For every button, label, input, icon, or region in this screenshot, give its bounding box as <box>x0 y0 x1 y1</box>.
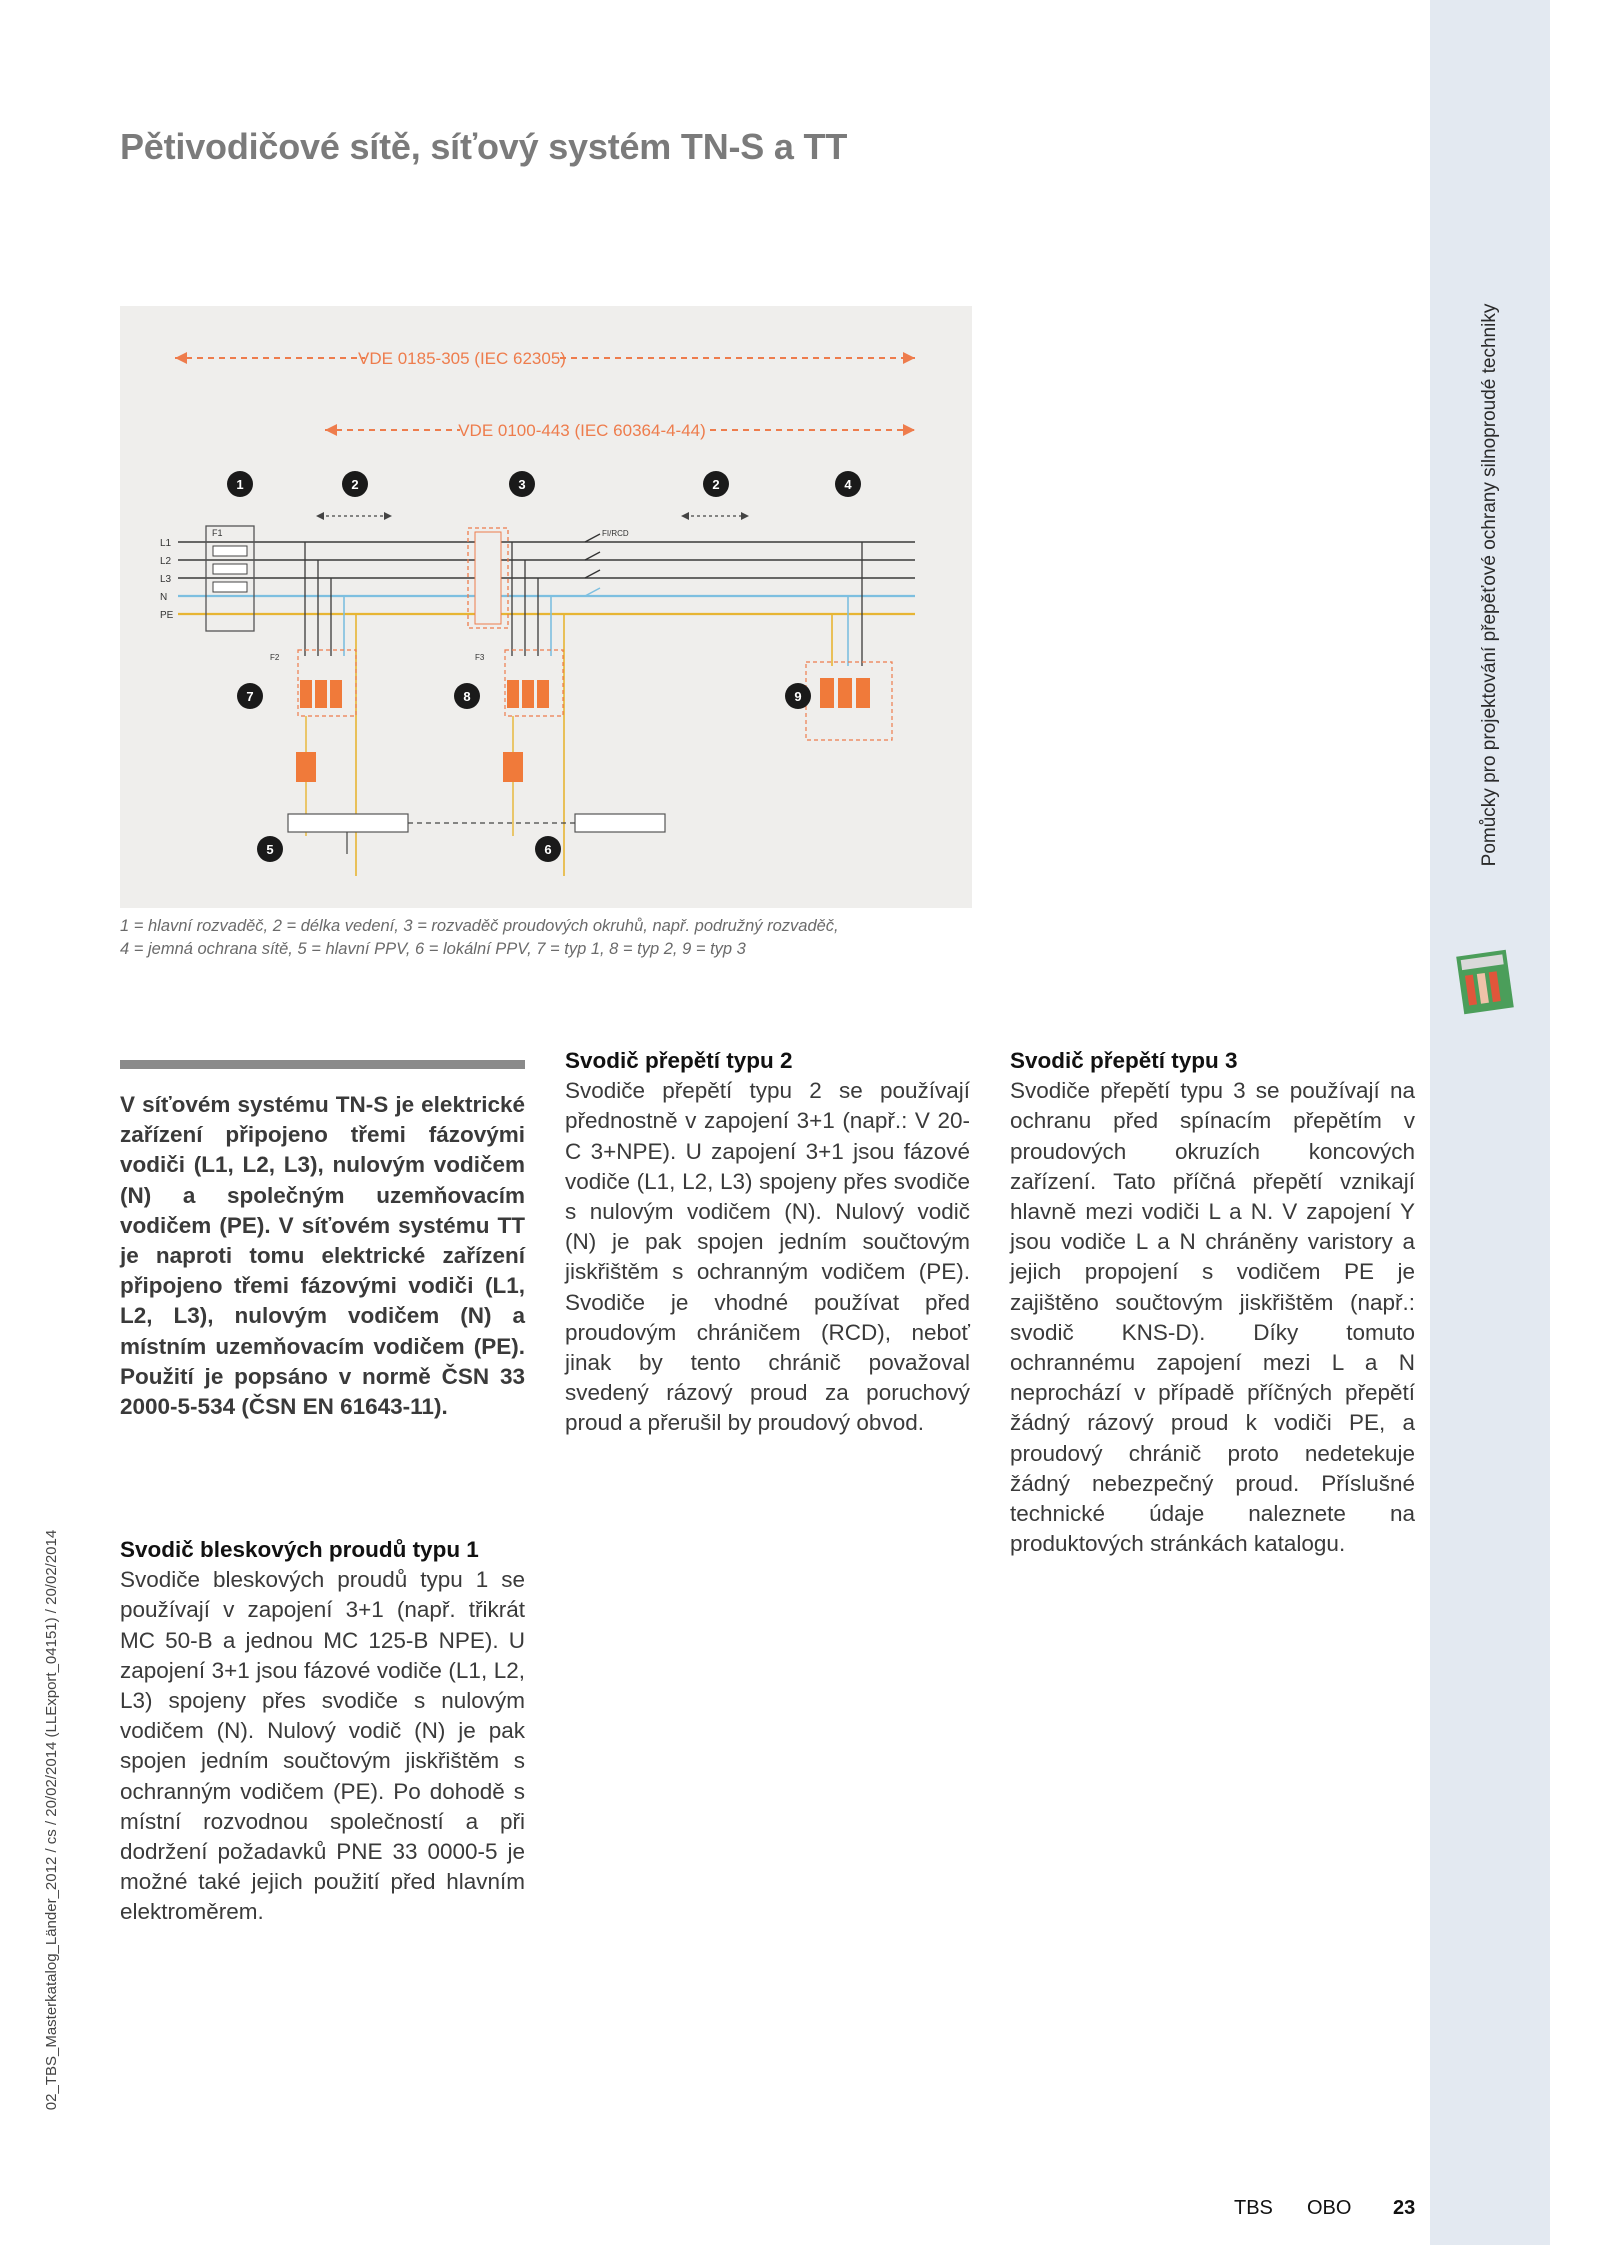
type2-heading: Svodič přepětí typu 2 <box>565 1048 793 1073</box>
svg-text:7: 7 <box>246 689 254 704</box>
local-equipotential-bar <box>575 814 665 832</box>
type2-npe-arrester <box>503 752 523 782</box>
svg-text:6: 6 <box>544 842 552 857</box>
svg-text:8: 8 <box>463 689 471 704</box>
badge-7 <box>237 683 263 709</box>
product-thumbnail-icon <box>1456 945 1514 1017</box>
type1-arrester-2 <box>315 680 327 708</box>
wiring-diagram-svg <box>120 306 972 908</box>
fuse-1 <box>213 546 247 556</box>
caption-line-1: 1 = hlavní rozvaděč, 2 = délka vedení, 3 = rozvaděč proudových okruhů, např. podružný rozvaděč, <box>120 917 839 935</box>
page-title: Pětivodičové sítě, síťový systém TN-S a TT <box>120 126 848 167</box>
range-bottom-arrow-right <box>903 424 915 436</box>
badge-9 <box>785 683 811 709</box>
badge-6 <box>535 836 561 862</box>
fuse-3 <box>213 582 247 592</box>
badge-2b <box>703 471 729 497</box>
svg-text:1: 1 <box>236 477 244 492</box>
range-top-label: VDE 0185-305 (IEC 62305) <box>358 349 566 368</box>
type3-arrester-3 <box>856 678 870 708</box>
type3-section <box>1010 1046 1415 1559</box>
fuse-2 <box>213 564 247 574</box>
footer-brand-tbs: TBS <box>1234 2197 1273 2219</box>
type2-arrester-2 <box>522 680 534 708</box>
type1-npe-arrester <box>296 752 316 782</box>
conductor-label-l3: L3 <box>160 574 172 585</box>
conductor-label-l2: L2 <box>160 556 172 567</box>
range-top-arrow-left <box>175 352 187 364</box>
type1-heading: Svodič bleskových proudů typu 1 <box>120 1537 479 1562</box>
type3-arrester-2 <box>838 678 852 708</box>
type2-section <box>565 1046 970 1439</box>
type2-arrester-3 <box>537 680 549 708</box>
type1-body: Svodiče bleskových proudů typu 1 se používají v zapojení 3+1 (např. třikrát MC 50-B a jednou MC 125-B NPE). U zapojení 3+1 jsou fázové vodiče (L1, L2, L3) spojeny přes svodiče s nulovým vodičem (N). Nulový vodič (N) je pak spojen jedním součtovým jiskřištěm s ochranným vodičem (PE). Po dohodě s místní rozvodnou společností a při dodržení požadavků PNE 33 0000-5 je možné také jejich použití před hlavním elektroměrem. <box>120 1567 525 1925</box>
conductor-label-n: N <box>160 592 168 603</box>
side-section-title: Pomůcky pro projektování přepěťové ochrany silnoproudé techniky <box>1479 303 1500 867</box>
type1-arrester-3 <box>330 680 342 708</box>
page-number: 23 <box>1393 2197 1416 2219</box>
badge-2a <box>342 471 368 497</box>
label-f2: F2 <box>270 653 280 662</box>
svg-text:4: 4 <box>844 477 852 492</box>
label-f3: F3 <box>475 653 485 662</box>
svg-text:5: 5 <box>266 842 274 857</box>
svg-text:2: 2 <box>712 477 720 492</box>
type3-arrester-1 <box>820 678 834 708</box>
section-rule <box>120 1060 525 1069</box>
conductor-label-l1: L1 <box>160 538 172 549</box>
conductor-label-pe: PE <box>160 610 174 621</box>
footer-brand-obo: OBO <box>1307 2197 1352 2219</box>
label-f1: F1 <box>212 528 223 538</box>
label-rcd: FI/RCD <box>602 529 629 538</box>
type2-arrester-1 <box>507 680 519 708</box>
wiring-diagram <box>120 306 972 908</box>
svg-text:2: 2 <box>351 477 359 492</box>
badge-3 <box>509 471 535 497</box>
range-bottom-arrow-left <box>325 424 337 436</box>
type3-heading: Svodič přepětí typu 3 <box>1010 1048 1238 1073</box>
badge-4 <box>835 471 861 497</box>
badge-8 <box>454 683 480 709</box>
svg-text:9: 9 <box>794 689 802 704</box>
badge-5 <box>257 836 283 862</box>
type2-body: Svodiče přepětí typu 2 se používají přednostně v zapojení 3+1 (např.: V 20-C 3+NPE). U zapojení 3+1 jsou fázové vodiče (L1, L2, L3) spojeny přes svodiče s nulovým vodičem (N). Nulový vodič (N) je pak spojen jedním součtovým jiskřištěm s ochranným vodičem (PE). Svodiče je vhodné používat před proudovým chráničem (RCD), neboť jinak by tento chránič považoval svedený rázový proud za poruchový proud a přerušil by proudový obvod. <box>565 1078 970 1436</box>
type1-section <box>120 1535 525 1928</box>
range-top-arrow-right <box>903 352 915 364</box>
figure-caption <box>120 915 990 961</box>
range-bottom-label: VDE 0100-443 (IEC 60364-4-44) <box>458 421 706 440</box>
caption-line-2: 4 = jemná ochrana sítě, 5 = hlavní PPV, 6 = lokální PPV, 7 = typ 1, 8 = typ 2, 9 = typ 3 <box>120 940 746 958</box>
type1-arrester-1 <box>300 680 312 708</box>
main-equipotential-bar <box>288 814 408 832</box>
type3-body: Svodiče přepětí typu 3 se používají na ochranu před spínacím přepětím v proudových okruzích koncových zařízení. Tato příčná přepětí vznikají hlavně mezi vodiči L a N. V zapojení Y jsou vodiče L a N chráněny varistory a jejich propojení s vodičem PE je zajištěno součtovým jiskřištěm (např.: svodič KNS-D). Díky tomuto ochrannému zapojení mezi L a N neprochází v případě příčných přepětí žádný rázový proud k vodiči PE, a proudový chránič proto nedetekuje žádný nebezpečný proud. Příslušné technické údaje naleznete na produktových stránkách katalogu. <box>1010 1078 1415 1557</box>
intro-paragraph: V síťovém systému TN-S je elektrické zařízení připojeno třemi fázovými vodiči (L1, L2, L3), nulovým vodičem (N) a společným uzemňovacím vodičem (PE). V síťovém systému TT je naproti tomu elektrické zařízení připojeno třemi fázovými vodiči (L1, L2, L3), nulovým vodičem (N) a místním uzemňovacím vodičem (PE). Použití je popsáno v normě ČSN 33 2000-5-534 (ČSN EN 61643-11). <box>120 1092 525 1420</box>
sub-distribution-module <box>475 532 501 624</box>
badge-1 <box>227 471 253 497</box>
svg-text:3: 3 <box>518 477 526 492</box>
vertical-document-meta: 02_TBS_Masterkatalog_Länder_2012 / cs / 20/02/2014 (LLExport_04151) / 20/02/2014 <box>43 1529 60 2111</box>
